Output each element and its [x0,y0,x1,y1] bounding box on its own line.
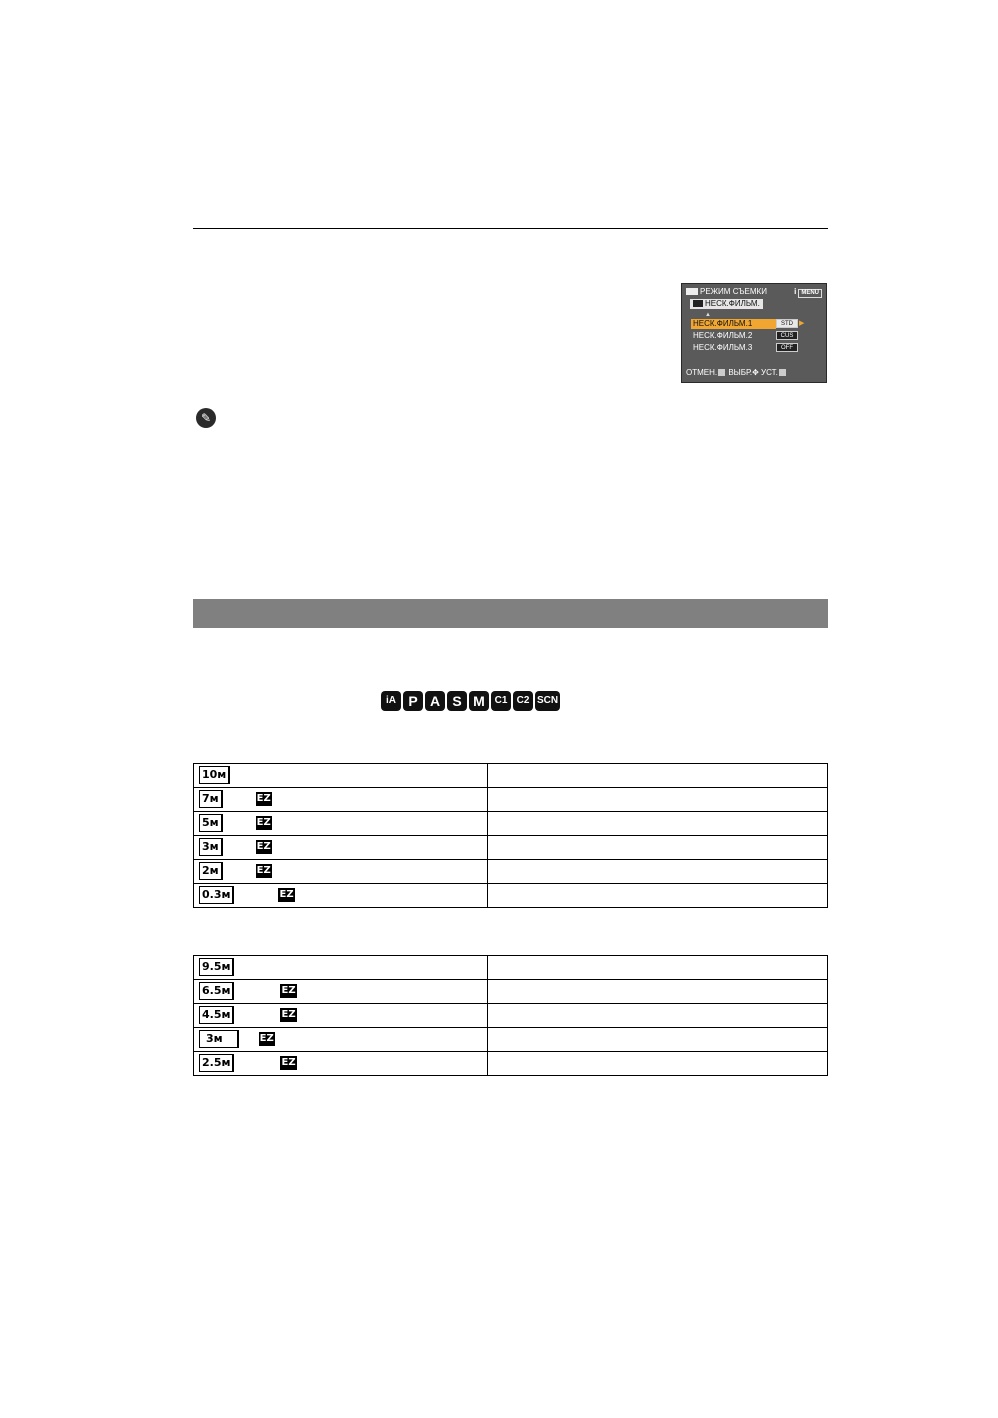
ez-icon: EZ [281,1009,296,1021]
ez-icon: EZ [256,865,271,877]
camera-menu-footer: ОТМЕН. ВЫБР.✥ УСТ. [686,368,822,378]
picture-size-icon: 6.5м [199,982,234,1000]
trash-icon [718,369,725,376]
section-heading-bar [193,599,828,628]
picture-size-icon: 7м [199,790,223,808]
mode-a-icon: A [425,691,445,711]
table-row [194,812,828,836]
table-row [194,1028,828,1052]
camera-icon [686,288,698,295]
mode-scn-icon: SCN [535,691,560,711]
table-row [194,860,828,884]
table-row [194,956,828,980]
arrow-right-icon: ▶ [799,320,805,327]
table-row [194,980,828,1004]
table-row [194,788,828,812]
cursor-icon: ✥ [752,368,759,377]
set-button-icon [779,369,786,376]
table-row [194,1052,828,1076]
picture-size-icon: 2м [199,862,223,880]
mode-c1-icon: C1 [491,691,511,711]
picture-size-icon: 0.3м [199,886,234,904]
ez-icon: EZ [279,889,294,901]
submenu-title: НЕСК.ФИЛЬМ. [690,299,763,309]
recording-mode-icons [381,691,560,711]
menu-item-film-3-value: OFF [776,343,798,352]
arrow-left-icon: ◀ [770,320,776,327]
menu-item-film-1-value: STD [776,319,798,328]
info-icon: i MENU [794,287,822,298]
ez-icon: EZ [259,1033,274,1045]
mode-m-icon: M [469,691,489,711]
mode-ia-icon: iA [381,691,401,711]
menu-item-film-2[interactable]: НЕСК.ФИЛЬМ.2 [693,331,753,340]
camera-menu-screenshot [681,283,827,383]
menu-item-film-2-value: CUS [776,331,798,340]
table-row [194,1004,828,1028]
menu-item-film-1[interactable]: НЕСК.ФИЛЬМ.1 [691,319,776,329]
picture-size-table-4-3 [193,763,828,908]
picture-size-table-3-2 [193,955,828,1076]
camera-menu-title: РЕЖИМ СЪЕМКИ [686,287,767,297]
picture-size-icon: 5м [199,814,223,832]
ez-icon: EZ [256,817,271,829]
mode-c2-icon: C2 [513,691,533,711]
table-row [194,884,828,908]
pencil-note-icon: ✎ [196,408,216,428]
header-rule [193,228,828,229]
ez-icon: EZ [256,793,271,805]
ez-icon: EZ [256,841,271,853]
picture-size-icon: 9.5м [199,958,234,976]
ez-icon: EZ [281,985,296,997]
ez-icon: EZ [281,1057,296,1069]
picture-size-icon: 4.5м [199,1006,234,1024]
mode-p-icon: P [403,691,423,711]
mode-s-icon: S [447,691,467,711]
picture-size-icon: 3м [199,838,223,856]
table-row [194,836,828,860]
menu-item-film-3[interactable]: НЕСК.ФИЛЬМ.3 [693,343,753,352]
picture-size-icon: 2.5м [199,1054,234,1072]
picture-size-icon: 10м [199,766,230,784]
picture-size-icon: 3м [199,1030,239,1048]
caret-icon: ▲ [705,312,711,318]
table-row [194,764,828,788]
film-mode-icon [693,300,703,307]
